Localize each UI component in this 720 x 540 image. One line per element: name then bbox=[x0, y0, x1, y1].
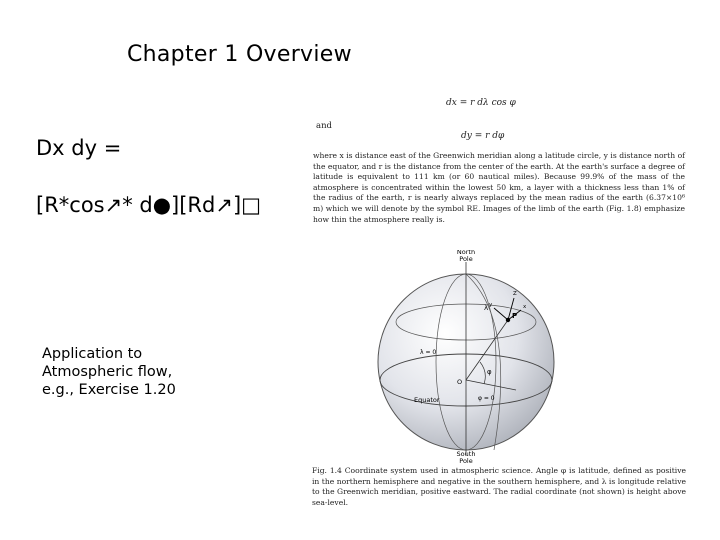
lambda-label: λ bbox=[484, 304, 489, 312]
point-p-label: P bbox=[512, 312, 518, 320]
phi-zero-label: φ = 0 bbox=[478, 395, 495, 402]
south-pole-label-1: South bbox=[456, 450, 476, 458]
formula-line-2: [R*cos↗* d●][Rd↗]□ bbox=[36, 193, 261, 217]
z-axis-label: Z bbox=[513, 291, 517, 297]
and-text: and bbox=[316, 121, 332, 131]
y-axis-label: y bbox=[489, 302, 493, 308]
north-pole-label-1: North bbox=[456, 250, 476, 256]
textbook-paragraph: where x is distance east of the Greenwich meridian along a latitude circle, y is distance north of the equator, and r is the distance from the center of the earth. At the earth's surface a degree of latitude is equivalent to 111 km (or 60 nautical miles). Because 99.9% of the mass of the atmosphere is concentrated within the lowest 50 km, a layer with a thickness less than 1% of the radius of the earth, r is nearly always replaced by the mean radius of the earth (6.37×10⁶ m) which we will denote by the symbol RE. Images of the limb of the earth (Fig. 1.8) emphasize how thin the atmosphere really is. bbox=[313, 151, 685, 224]
origin-label: O bbox=[457, 378, 463, 386]
slide-title: Chapter 1 Overview bbox=[127, 42, 352, 67]
application-note: Application to Atmospheric flow, e.g., Exercise 1.20 bbox=[42, 346, 176, 398]
equator-label: Equator bbox=[414, 396, 440, 404]
equation-dx: dx = r dλ cos φ bbox=[446, 98, 516, 108]
globe-diagram bbox=[366, 250, 566, 465]
lambda-zero-label: λ = 0 bbox=[420, 349, 437, 356]
figure-caption: Fig. 1.4 Coordinate system used in atmospheric science. Angle φ is latitude, defined as positive in the northern hemisphere and negative in the southern hemisphere, and λ is longitude relative to the Greenwich meridian, positive eastward. The radial coordinate (not shown) is height above sea-level. bbox=[312, 466, 686, 507]
phi-label: φ bbox=[487, 368, 492, 376]
formula-line-1: Dx dy = bbox=[36, 136, 122, 160]
south-pole-label-2: Pole bbox=[459, 457, 473, 465]
textbook-excerpt-image bbox=[296, 95, 691, 525]
equation-dy: dy = r dφ bbox=[461, 131, 505, 141]
north-pole-label-2: Pole bbox=[459, 255, 473, 263]
x-axis-label: x bbox=[523, 304, 527, 310]
